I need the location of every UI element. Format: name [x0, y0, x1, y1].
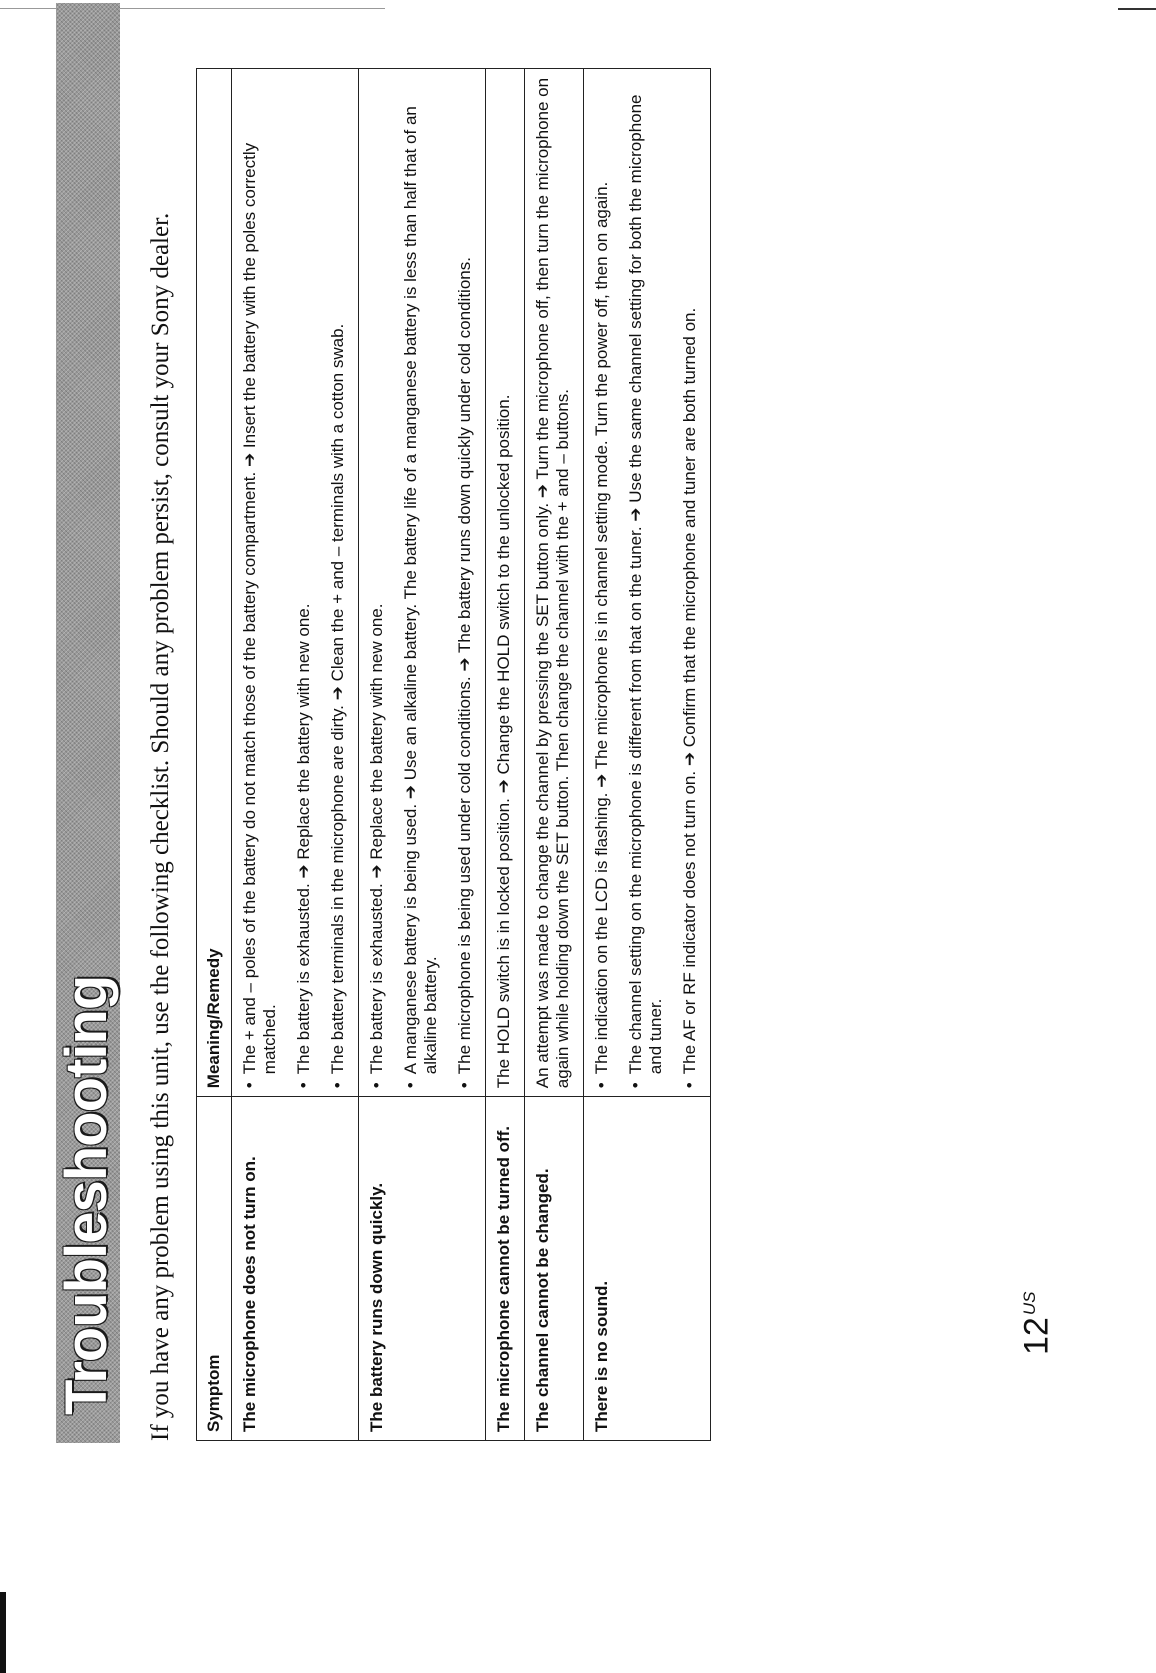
- remedy-list: [592, 77, 700, 1088]
- remedy-item: • The AF or RF indicator does not turn on. ➔ Confirm that the microphone and tuner are both turned on.: [680, 77, 700, 1088]
- symptom-cell: The microphone does not turn on.: [232, 1097, 359, 1441]
- remedy-item: • The microphone is being used under cold conditions. ➔ The battery runs down quickly under cold conditions.: [455, 77, 475, 1088]
- remedy-cell: [584, 69, 711, 1097]
- symptom-cell: The channel cannot be changed.: [525, 1097, 584, 1441]
- remedy-item: • The battery is exhausted. ➔ Replace the battery with new one.: [367, 77, 387, 1088]
- remedy-item: • The + and – poles of the battery do not match those of the battery compartment. ➔ Insert the battery with the poles correctly matched.: [240, 77, 280, 1088]
- table-row: [486, 69, 525, 1441]
- table-row: [525, 69, 584, 1441]
- remedy-header: Meaning/Remedy: [197, 69, 232, 1097]
- remedy-cell: [232, 69, 359, 1097]
- remedy-cell: The HOLD switch is in locked position. ➔ Change the HOLD switch to the unlocked position.: [486, 69, 525, 1097]
- page-number-suffix: US: [1020, 1291, 1039, 1316]
- remedy-list: [367, 77, 475, 1088]
- remedy-item: • The indication on the LCD is flashing. ➔ The microphone is in channel setting mode. Turn the power off, then on again.: [592, 77, 612, 1088]
- remedy-list: [240, 77, 348, 1088]
- table-row: [359, 69, 486, 1441]
- table-row: [232, 69, 359, 1441]
- table-row: [584, 69, 711, 1441]
- remedy-item: • The battery is exhausted. ➔ Replace the battery with new one.: [294, 77, 314, 1088]
- remedy-item: • The battery terminals in the microphone are dirty. ➔ Clean the + and – terminals with a cotton swab.: [328, 77, 348, 1088]
- remedy-item: • The channel setting on the microphone is different from that on the tuner. ➔ Use the same channel setting for both the microphone and tuner.: [626, 77, 666, 1088]
- symptom-cell: The microphone cannot be turned off.: [486, 1097, 525, 1441]
- table-header-row: [197, 69, 232, 1441]
- page-number-value: 12: [1017, 1317, 1056, 1355]
- page-title: Troubleshooting: [54, 975, 119, 1415]
- symptom-cell: The battery runs down quickly.: [359, 1097, 486, 1441]
- intro-text: If you have any problem using this unit, use the following checklist. Should any problem persist, consult your Sony dealer.: [147, 212, 174, 1441]
- page-number: [1010, 1292, 1056, 1355]
- remedy-item: • A manganese battery is being used. ➔ Use an alkaline battery. The battery life of a manganese battery is less than half that of an alkaline battery.: [401, 77, 441, 1088]
- symptom-cell: There is no sound.: [584, 1097, 711, 1441]
- remedy-cell: [359, 69, 486, 1097]
- troubleshooting-table: [196, 68, 711, 1441]
- remedy-cell: An attempt was made to change the channel by pressing the SET button only. ➔ Turn the microphone off, then turn the microphone on again while holding down the SET button. Then change the channel with the + and – buttons.: [525, 69, 584, 1097]
- symptom-header: Symptom: [197, 1097, 232, 1441]
